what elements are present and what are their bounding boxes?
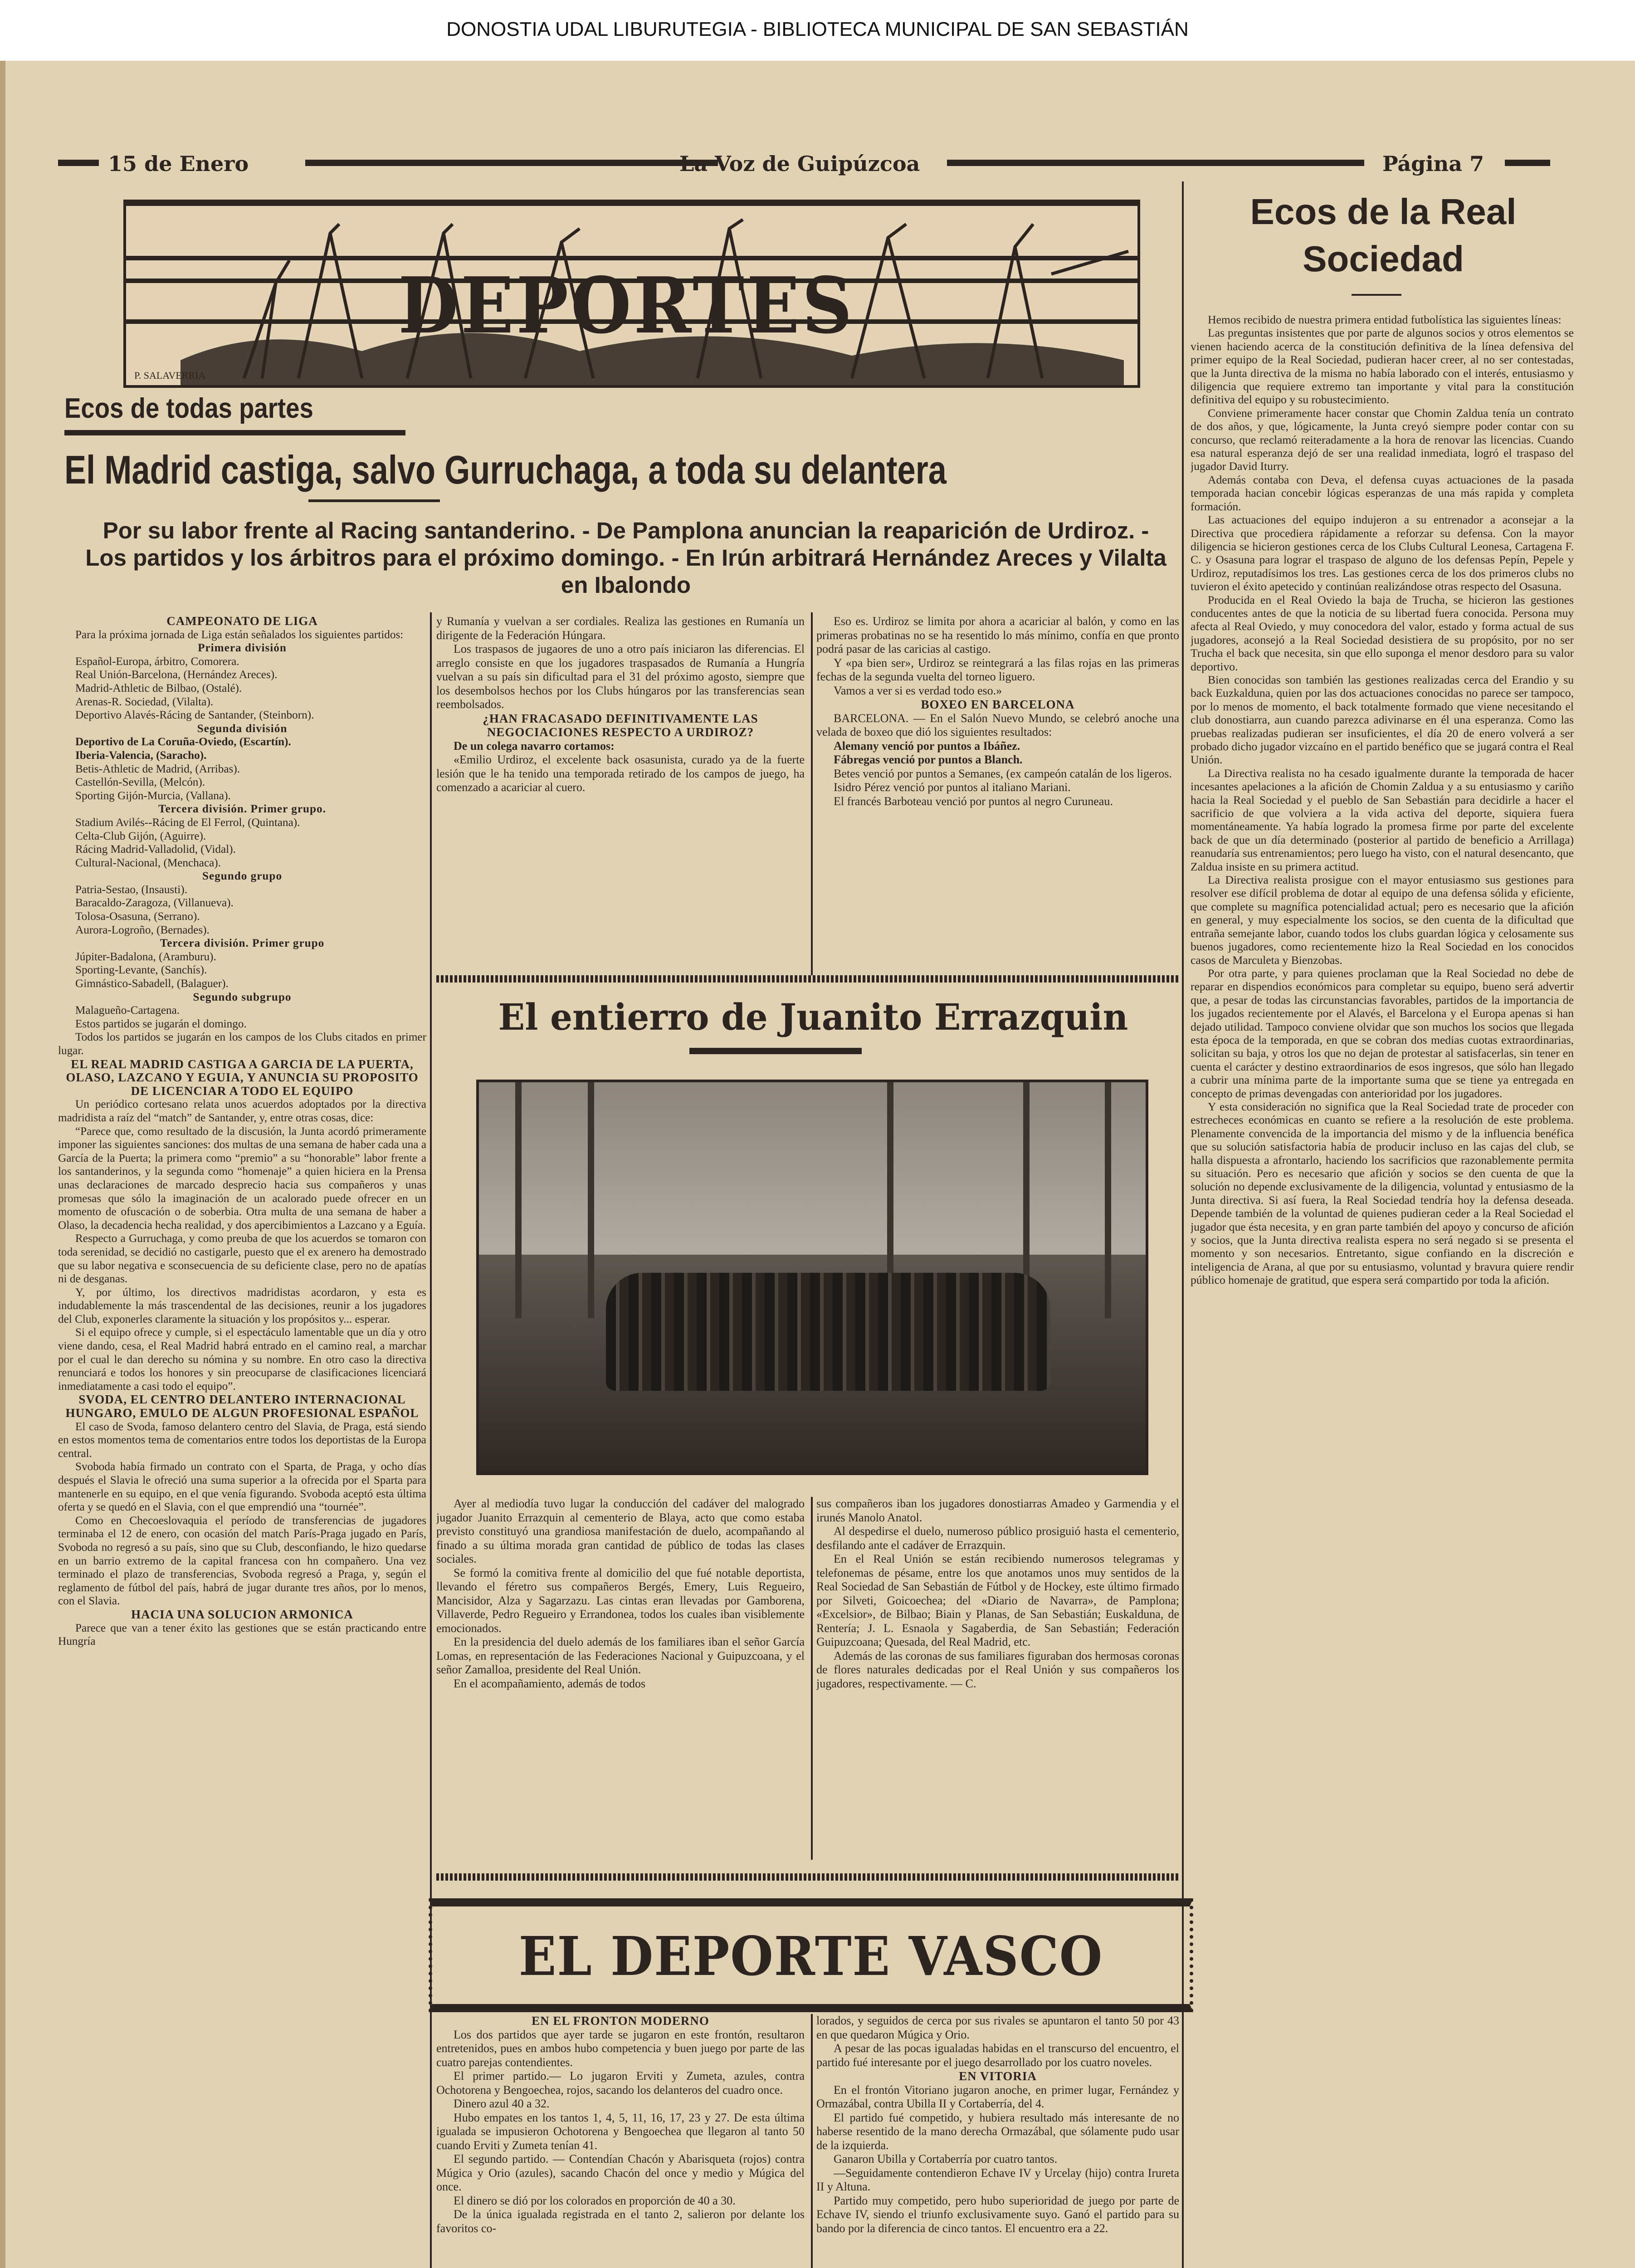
article-paragraph: Y, por último, los directivos madridistas acordaron, y esta es indudablemente la más trascendental de las decisiones, reunir a los jugadores del Club, exponerles claramente la situación y los propósitos y... esperar. [58,1286,426,1325]
article-subheading: EN EL FRONTON MODERNO [532,2014,709,2028]
article-paragraph: En el Real Unión se están recibiendo numerosos telegramas y telefonemas de pésame, entre los que anotamos unos muy sentidos de la Real Sociedad de San Sebastián de Fútbol y de Hockey, este último firmado por Silveti, Goicoechea; del «Diario de Navarra», de Pamplona; «Excelsior», de Bilbao; Biain y Planas, de San Sebastián; Euskalduna, de Rentería; J. L. Esnaola y Sagaberdia, de San Sebastián; Federación Guipuzcoana; Quesada, del Real Madrid, etc. [816,1552,1179,1648]
article-paragraph: Además contaba con Deva, el defensa cuyas actuaciones de la pasada temporada hacian concebir lógicas esperanzas de una más rapida y completa formación. [1191,473,1574,513]
wavy-divider [436,1873,1180,1881]
banner-title: DEPORTES [398,260,855,351]
masthead-rule [947,160,1364,166]
photo-tree [588,1082,594,1318]
errazquin-column-a [436,1497,805,1860]
library-header-bar [0,0,1635,59]
headline-rule [689,1048,862,1054]
section-title-ecos-todas: Ecos de todas partes [64,393,313,424]
article-paragraph: Por otra parte, y para quienes proclaman que la Real Sociedad no debe de reparar en dispendios económicos para completar su equipo, bueno será advertir que, a pesar de todas las circunstancias favorables, partidos de la importancia de los jugados recientemente por el Alavés, el Barcelona y el Europa apenas si han dejado utilidad. Tampoco conviene olvidar que son muchos los socios que llegada esta época de la temporada, en que se cobran dos medias cuotas extraordinarias, solicitan su baja, y otros los que no dejan de protestar al satisfacerlas, sin tener en cuenta el carácter y destino extraordinarios de esos ingresos, que sólo han llegado a cubrir una mínima parte de la importante suma que se tiene ya entregada en concepto de primas devengadas con anterioridad por los jugadores. [1191,966,1574,1100]
vasco-column-a [436,2014,805,2268]
article-paragraph: Ayer al mediodía tuvo lugar la conducción del cadáver del malogrado jugador Juanito Errazquin al cementerio de Blaya, acto que como estaba previsto constituyó una grandiosa manifestación de duelo, acompañando al finado a su última morada gran cantidad de público de todas las clases sociales. [436,1497,805,1565]
article-paragraph: Español-Europa, árbitro, Comorera. [75,655,239,668]
article-paragraph: Como en Checoeslovaquia el período de transferencias de jugadores terminaba el 12 de enero, con ocasión del match París-Praga jugado en París, Svoboda no regresó a su país, sino que su Club, desconfiando, le hizo quedarse en un barrio extremo de la capital francesa con hn compañero. Una vez terminado el plazo de transferencias, Svoboda regresó a Praga, y, según el reglamento de fútbol del país, habrá de jugar durante tres años, por lo menos, con el Slavia. [58,1514,426,1608]
masthead-rule [305,160,718,166]
real-sociedad-headline: Ecos de la Real Sociedad [1250,191,1517,279]
article-paragraph: En la presidencia del duelo además de los familiares iban el señor García Lomas, en representación de las Federaciones Nacional y Guipuzcoana, y el señor Zamalloa, presidente del Real Unión. [436,1635,805,1676]
article-paragraph: Gimnástico-Sabadell, (Balaguer). [75,978,229,990]
article-paragraph: Cultural-Nacional, (Menchaca). [75,856,221,869]
library-header-title: DONOSTIA UDAL LIBURUTEGIA - BIBLIOTECA MUNICIPAL DE SAN SEBASTIÁN [446,18,1189,40]
article-paragraph: Sporting Gijón-Murcia, (Vallana). [75,789,231,802]
article-paragraph: El partido fué competido, y hubiera resultado más interesante de no haberse resentido de la mano derecha Ormazábal, que sólamente pudo usar de la izquierda. [816,2111,1179,2152]
article-paragraph: y Rumanía y vuelvan a ser cordiales. Realiza las gestiones en Rumanía un dirigente de la Federación Húngara. [436,615,805,642]
article-paragraph: Betes venció por puntos a Semanes, (ex campeón catalán de los ligeros. [834,767,1172,780]
article-column-urdiroz [436,615,805,978]
article-paragraph: “Parece que, como resultado de la discusión, la Junta acordó primeramente imponer las siguientes sanciones: dos multas de una semana de haber cada una a García de la Puerta; la primera como “premio” a su “honorable” labor frente a los santanderinos, y la segunda como “homenaje” a quien hiciera en la Prensa unas declaraciones de marcado desprecio hacia sus compañeros y unas promesas que sólo la imaginación de un acalorado puede ofrecer en un momento de ofuscación o de soberbia. Otra multa de una semana de haber a Olaso, la decadencia hecha realidad, y dos apercibimientos a Lazcano y a Eguía. [58,1125,426,1232]
article-paragraph: Las actuaciones del equipo indujeron a su entrenador a aconsejar a la Directiva que procediera rápidamente a reforzar su defensa. Con la mayor diligencia se hicieron gestiones cerca de los Clubs Cultural Leonesa, Cartagena F. C. y Osasuna para lograr el traspaso de alguno de los defensas Pepín, Pepele y Urdiroz, reputadísimos los tres. Las gestiones cerca de los dos primeros clubs no tuvieron el éxito apetecido y continúan realizándose otras respecto del Osasuna. [1191,513,1574,593]
article-subheading: CAMPEONATO DE LIGA [166,615,318,628]
article-subheading: BOXEO EN BARCELONA [921,698,1075,711]
photo-tree [515,1082,522,1318]
article-paragraph: Para la próxima jornada de Liga están señalados los siguientes partidos: [75,628,404,641]
article-paragraph: Ganaron Ubilla y Cortaberría por cuatro tantos. [834,2152,1058,2165]
article-paragraph: BARCELONA. — En el Salón Nuevo Mundo, se celebró anoche una velada de boxeo que dió los siguientes resultados: [816,711,1179,738]
article-subheading: HACIA UNA SOLUCION ARMONICA [131,1607,353,1621]
article-paragraph: Sporting-Levante, (Sanchís). [75,964,207,977]
headline-ornament [308,497,440,504]
article-paragraph: El francés Barboteau venció por puntos al negro Curuneau. [834,794,1113,808]
article-paragraph: Hubo empates en los tantos 1, 4, 5, 11, 16, 17, 23 y 27. De esta última igualada se impusieron Ochotorena y Bengoechea que llegaron al tanto 50 cuando Erviti y Zumeta tenían 41. [436,2111,805,2152]
article-paragraph: La Directiva realista prosigue con el mayor entusiasmo sus gestiones para resolver ese difícil problema de dotar al equipo de una defensa sólida y eficiente, que complete su magnífica potencialidad actual; pero es necesario que la afición en general, y muy especialmente los socios, se den cuenta de la dificultad que entraña semejante labor, cuando todos los clubs guardan lógica y celosamente sus buenos jugadores, como recientemente hizo la Real Sociedad en los conocidos casos de Marculeta y Bienzobas. [1191,873,1574,967]
article-paragraph: Arenas-R. Sociedad, (Vilalta). [75,695,214,708]
article-subheading: Segundo grupo [202,870,283,883]
illustrator-signature: P. SALAVERRIA [134,370,206,381]
article-subheading: Tercera división. Primer grupo [160,937,325,950]
masthead-newspaper: La Voz de Guipúzcoa [679,152,920,176]
article-paragraph: Deportivo de La Coruña-Oviedo, (Escartín). [75,736,291,748]
article-subheading: EL REAL MADRID CASTIGA A GARCIA DE LA PUERTA, OLASO, LAZCANO Y EGUIA, Y ANUNCIA SU PROPOSITO DE LICENCIAR A TODO EL EQUIPO [66,1057,419,1098]
article-subheading: Tercera división. Primer grupo. [158,803,326,816]
article-paragraph: En el acompañamiento, además de todos [454,1677,646,1690]
article-paragraph: Svoboda había firmado un contrato con el Sparta, de Praga, y ocho días después el Slavia le ofreció una suma superior a la ofrecida por el Sparta para mantenerle en su equipo, en el que venía figurando. Svoboda aceptó esta última oferta y se quedó en el Slavia, con el que emprendió una “tournée”. [58,1461,426,1514]
deporte-vasco-title: EL DEPORTE VASCO [518,1925,1103,1988]
article-paragraph: Castellón-Sevilla, (Melcón). [75,776,205,789]
article-column-boxeo [816,615,1179,978]
article-paragraph: La Directiva realista no ha cesado igualmente durante la temporada de hacer incesantes apelaciones a la afición de Chomin Zaldua y a su entusiasmo y cariño hacia la Real Sociedad y el pueblo de San Sebastián para decidirle a hacer el sacrificio de que volviera a la vida activa del deporte, siquiera fuera momentáneamente. Ya había logrado la promesa firme por parte del excelente back de que un día determinado (posterior al partido de beneficio a Arrillaga) reanudaría sus entrenamientos; pero luego ha visto, con el natural desencanto, que Zaldua insiste en su primera actitud. [1191,766,1574,873]
article-paragraph: Estos partidos se jugarán el domingo. [75,1017,247,1030]
article-paragraph: Hemos recibido de nuestra primera entidad futbolística las siguientes líneas: [1208,313,1562,326]
column-rule [811,612,813,975]
article-paragraph: Vamos a ver si es verdad todo eso.» [834,684,1002,697]
article-paragraph: Y esta consideración no significa que la Real Sociedad trate de proceder con estrecheces económicas en cuanto se refiere a la resolución de este problema. Plenamente convencida de la importancia del mismo y de la influencia benéfica que su solución satisfactoria había de producir incluso en las cajas del club, se halla dispuesta a afrontarlo, haciendo los sacrificios que razonablemente permita su situación. Pero es necesario que afición y socios se den cuenta de que la solución no depende exclusivamente de la diligencia, voluntad y entusiasmo de la Junta directiva. Si así fuera, la Real Sociedad tendría hoy la defensa deseada. Depende también de la voluntad de quienes pudieran ceder a la Real Sociedad el jugador que ésta necesita, y en gran parte también del apoyo y concurso de afición y socios, que la Junta directiva realista espera no será negado si se presenta el momento y son necesarios. Entretanto, sigue confiando en la discreción e inteligencia de Arana, al que por su entusiasmo, voluntad y bravura quiere rendir público homenaje de gratitud, que espera será compartido por toda la afición. [1191,1100,1574,1287]
article-paragraph: Tolosa-Osasuna, (Serrano). [75,910,200,923]
article-paragraph: Parece que van a tener éxito las gestiones que se están practicando entre Hungría [58,1622,426,1648]
wavy-divider [436,975,1180,982]
article-paragraph: Júpiter-Badalona, (Aramburu). [75,950,216,963]
article-paragraph: «Emilio Urdiroz, el excelente back osasunista, curado ya de la fuerte lesión que le ha tenido una temporada retirado de los campos de juego, ha comenzado a acariciar al cuero. [436,753,805,794]
article-paragraph: El caso de Svoda, famoso delantero centro del Slavia, de Praga, está siendo en estos momentos tema de comentarios entre todos los deportistas de la Europa central. [58,1420,426,1460]
article-paragraph: Eso es. Urdiroz se limita por ahora a acariciar al balón, y como en las primeras probatinas no se ha resentido lo más mínimo, confía en que pronto podrá pasar de las caricias al castigo. [816,615,1179,655]
article-paragraph: Aurora-Logroño, (Bernades). [75,924,210,936]
article-subheading: SVODA, EL CENTRO DELANTERO INTERNACIONAL HUNGARO, EMULO DE ALGUN PROFESIONAL ESPAÑOL [65,1393,419,1420]
article-subheading: Segunda división [197,722,288,735]
masthead-page: Página 7 [1382,152,1484,176]
article-paragraph: Iberia-Valencia, (Saracho). [75,749,207,762]
main-headline: El Madrid castiga, salvo Gurruchaga, a toda su delantera [64,447,947,492]
article-subheading: ¿HAN FRACASADO DEFINITIVAMENTE LAS NEGOCIACIONES RESPECTO A URDIROZ? [483,711,758,739]
article-paragraph: Un periódico cortesano relata unos acuerdos adoptados por la directiva madridista a raíz del “match” de Santander, y, entre otras cosas, dice: [58,1098,426,1124]
article-paragraph: Todos los partidos se jugarán en los campos de los Clubs citados en primer lugar. [58,1031,426,1057]
article-paragraph: Alemany venció por puntos a Ibáñez. [834,739,1020,753]
errazquin-column-b [816,1497,1179,1860]
column-rule [811,1497,813,1860]
photo-tree [1105,1082,1111,1318]
article-paragraph: Se formó la comitiva frente al domicilio del que fué notable deportista, llevando el féretro sus compañeros Bergés, Emery, Luis Regueiro, Mancisidor, Alza y Sagarzazu. Las cintas eran llevadas por Gamborena, Villaverde, Pedro Regueiro y Errandonea, todos los cuales iban visiblemente emocionados. [436,1566,805,1635]
article-paragraph: Fábregas venció por puntos a Blanch. [834,753,1023,766]
article-paragraph: Betis-Athletic de Madrid, (Arribas). [75,763,240,775]
article-subheading: EN VITORIA [959,2069,1037,2083]
photo-crowd [606,1273,1050,1391]
article-paragraph: Las preguntas insistentes que por parte de algunos socios y otros elementos se vienen haciendo acerca de la constitución definitiva de la línea defensiva del primer equipo de la Real Sociedad, pudieran hacer creer, al no ser contestadas, que la Junta directiva de la misma no había laborado con el interés, entusiasmo y diligencia que requiere extremo tan importante y vital para la constitución definitiva del equipo y su robustecimiento. [1191,326,1574,406]
article-paragraph: Al despedirse el duelo, numeroso público prosiguió hasta el cementerio, desfilando ante el cadáver de Errazquin. [816,1525,1179,1552]
article-paragraph: Bien conocidas son también las gestiones realizadas cerca del Erandio y su back Euzkalduna, quien por las dos actuaciones conocidas no parece ser tampoco, por lo menos de momento, el back totalmente formado que viene necesitando el club donostiarra, aun cuando parezca adivinarse en él una esperanza. Como las pruebas realizadas pudieran ser insuficientes, el día 20 de enero volverá a ser probado dicho jugador vizcaíno en el partido benéfico que se jugará contra el Real Unión. [1191,673,1574,767]
article-paragraph: Patria-Sestao, (Insausti). [75,883,187,896]
article-paragraph: Si el equipo ofrece y cumple, si el espectáculo lamentable que un día y otro viene dando, cesa, el Real Madrid habrá entrado en el camino real, a marchar por el cual le dan derecho su nómina y su nombre. En otro caso la directiva renunciará e todos los honores y sin preocuparse de clasificaciones licenciará inmediatamente a casi todo el equipo”. [58,1326,426,1393]
article-paragraph: Además de las coronas de sus familiares figuraban dos hermosas coronas de flores naturales dedicadas por el Real Unión y sus compañeros los jugadores, respectivamente. — C. [816,1649,1179,1690]
article-paragraph: Los dos partidos que ayer tarde se jugaron en este frontón, resultaron entretenidos, pues en ambos hubo competencia y buen juego por parte de las cuatro parejas contendientes. [436,2028,805,2069]
article-paragraph: El dinero se dió por los colorados en proporción de 40 a 30. [454,2194,736,2207]
article-paragraph: Real Unión-Barcelona, (Hernández Areces). [75,669,278,681]
real-sociedad-column [1191,313,1574,2268]
article-paragraph: De la única igualada registrada en el tanto 2, salieron por delante los favoritos co- [436,2208,805,2235]
masthead [58,150,1550,177]
article-paragraph: Dinero azul 40 a 32. [454,2097,550,2110]
article-subheading: Primera división [198,642,287,655]
article-paragraph: lorados, y seguidos de cerca por sus rivales se apuntaron el tanto 50 por 43 en que quedaron Múgica y Orio. [816,2014,1179,2041]
column-rule [430,612,432,2268]
article-paragraph: sus compañeros iban los jugadores donostiarras Amadeo y Garmendia y el irunés Manolo Anatol. [816,1497,1179,1524]
masthead-date: 15 de Enero [108,152,249,176]
article-paragraph: Deportivo Alavés-Rácing de Santander, (Steinborn). [75,709,314,722]
column-rule [811,2014,813,2268]
article-paragraph: De un colega navarro cortamos: [454,739,615,753]
headline-rule [1352,294,1401,296]
masthead-rule [1505,160,1550,166]
article-paragraph: Celta-Club Gijón, (Aguirre). [75,830,206,842]
vasco-column-b [816,2014,1179,2268]
article-paragraph: El primer partido.— Lo jugaron Erviti y Zumeta, azules, contra Ochotorena y Bengoechea, rojos, sacando los delanteros del cuadro once. [436,2069,805,2097]
main-subheadline: Por su labor frente al Racing santanderino. - De Pamplona anuncian la reaparición de Urdiroz. - Los partidos y los árbitros para el próximo domingo. - En Irún arbitrará Hernández Areces y Vilalta en Ibalondo [85,518,1166,598]
errazquin-headline: El entierro de Juanito Errazquin [498,996,1128,1038]
article-paragraph: Conviene primeramente hacer constar que Chomin Zaldua tenía un contrato de dos años, y que, lógicamente, la Junta creyó siempre poder contar con su concurso, que reclamó reiteradamente a la hora de renovar las licencias. Cuando esa natural esperanza dejó de ser una realidad inmediata, logró el traspaso del jugador David Iturry. [1191,406,1574,473]
article-paragraph: Isidro Pérez venció por puntos al italiano Mariani. [834,781,1071,794]
deportes-banner-illustration [123,200,1140,388]
article-paragraph: —Seguidamente contendieron Echave IV y Urcelay (hijo) contra Irureta II y Altuna. [816,2166,1179,2193]
photo-sky [479,1082,1146,1255]
page-edge-shadow [0,61,5,2268]
article-subheading: Segundo subgrupo [193,991,292,1003]
article-paragraph: En el frontón Vitoriano jugaron anoche, en primer lugar, Fernández y Ormazábal, contra Ubilla II y Cortaberría, del 4. [816,2083,1179,2110]
article-paragraph: Malagueño-Cartagena. [75,1004,180,1017]
masthead-rule [58,160,99,166]
article-column-liga [58,615,426,2268]
article-paragraph: Rácing Madrid-Valladolid, (Vidal). [75,843,236,856]
section-rule [64,430,405,435]
article-paragraph: Producida en el Real Oviedo la baja de Trucha, se hicieron las gestiones conducentes antes de que la noticia de su libertad fuera conocida. Persona muy afecta al Real Oviedo, y muy conocedora del valor, estado y forma actual de sus jugadores, aconsejó a la Real Sociedad desistiera de su propósito, por no ser Trucha el back que necesita, sin que ello suponga el menor desdoro para su valor deportivo. [1191,593,1574,673]
article-paragraph: Madrid-Athletic de Bilbao, (Ostalé). [75,682,242,694]
funeral-procession-photo [476,1080,1148,1475]
article-paragraph: A pesar de las pocas igualadas habidas en el transcurso del encuentro, el partido fué interesante por el juego desarrollado por los cuatro noveles. [816,2042,1179,2069]
article-paragraph: Baracaldo-Zaragoza, (Villanueva). [75,897,234,909]
article-paragraph: Partido muy competido, pero hubo superioridad de juego por parte de Echave IV, siendo el triunfo exclusivamente suyo. Ganó el partido para su bando por la diferencia de cinco tantos. El encuentro era a 22. [816,2194,1179,2235]
article-paragraph: Y «pa bien ser», Urdiroz se reintegrará a las filas rojas en las primeras fechas de la segunda vuelta del torneo liguero. [816,656,1179,683]
article-paragraph: Stadium Avilés--Rácing de El Ferrol, (Quintana). [75,816,300,829]
deporte-vasco-banner [429,1898,1193,2012]
article-paragraph: Respecto a Gurruchaga, y como preuba de que los acuerdos se tomaron con toda serenidad, se decidió no castigarle, puesto que el ex arenero ha demostrado que su labor negativa e sconsecuencia de su deficiente clase, pero no de apatías ni de desganas. [58,1232,426,1286]
article-paragraph: Los traspasos de jugaores de uno a otro país iniciaron las diferencias. El arreglo consiste en que los jugadores traspasados de Rumanía a Hungría vuelvan a su país sin dificultad para el 31 del próximo agosto, siempre que los desembolsos hechos por los Clubs húngaros por las transferencias sean reembolsados. [436,642,805,711]
article-paragraph: El segundo partido. — Contendían Chacón y Abarisqueta (rojos) contra Múgica y Orio (azules), sacando Chacón del once y medio y Múgica del once. [436,2152,805,2193]
